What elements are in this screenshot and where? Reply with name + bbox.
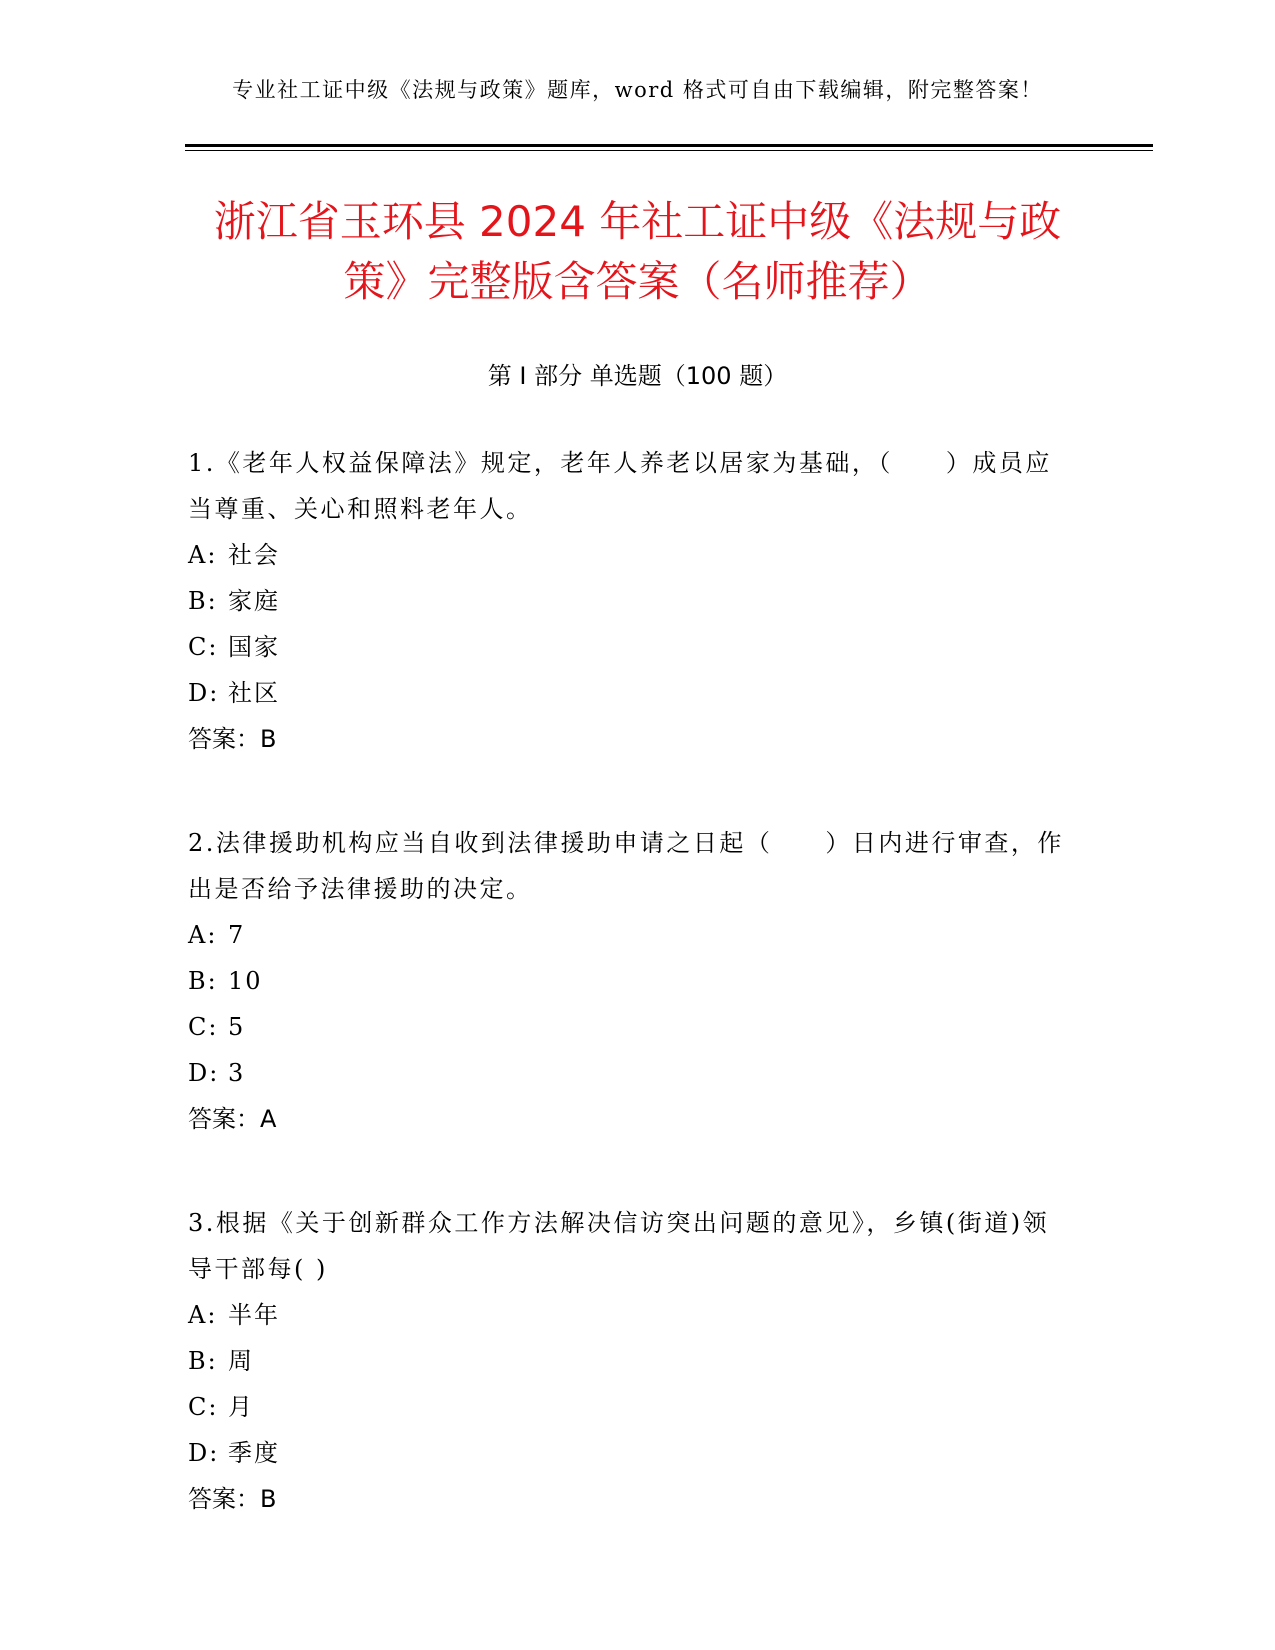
header-divider-thick [185,144,1153,147]
option-key: B: [188,967,218,995]
option-key: D: [188,679,220,707]
document-title [160,192,1115,312]
question-list [188,440,1068,1580]
option-a [188,1292,1068,1338]
option-b [188,1338,1068,1384]
question-text: 2.法律援助机构应当自收到法律援助申请之日起（ ）日内进行审查，作出是否给予法律援助的决定。 [188,829,1064,903]
option-key: C: [188,1013,219,1041]
question-3 [188,1200,1068,1522]
option-b [188,578,1068,624]
header-divider-thin [185,150,1153,151]
option-d [188,1050,1068,1096]
option-d [188,670,1068,716]
option-key: B: [188,587,218,615]
document-title-line-2: 策》完整版含答案（名师推荐） [343,257,932,306]
option-key: A: [188,1301,218,1329]
option-value: 周 [228,1347,254,1375]
header-note: 专业社工证中级《法规与政策》题库，word 格式可自由下载编辑，附完整答案！ [232,78,1043,102]
option-c [188,1384,1068,1430]
option-key: A: [188,541,218,569]
option-a [188,912,1068,958]
option-key: B: [188,1347,218,1375]
option-key: C: [188,633,219,661]
option-value: 半年 [228,1301,280,1329]
option-a [188,532,1068,578]
section-title: 第 I 部分 单选题（100 题） [487,362,788,390]
option-c [188,624,1068,670]
option-value: 社会 [228,541,280,569]
option-value: 10 [228,967,263,995]
option-value: 5 [228,1013,246,1041]
option-value: 7 [228,921,246,949]
question-text: 3.根据《关于创新群众工作方法解决信访突出问题的意见》，乡镇(街道)领导干部每( ) [188,1209,1050,1283]
option-key: A: [188,921,218,949]
question-2 [188,820,1068,1142]
answer-line: 答案：B [188,1485,277,1513]
option-c [188,1004,1068,1050]
option-value: 3 [228,1059,246,1087]
option-value: 社区 [228,679,280,707]
question-1 [188,440,1068,762]
option-key: C: [188,1393,219,1421]
header-divider [185,144,1153,152]
option-d [188,1430,1068,1476]
option-value: 月 [228,1393,254,1421]
document-title-line-1: 浙江省玉环县 2024 年社工证中级《法规与政 [213,197,1062,246]
question-text: 1.《老年人权益保障法》规定，老年人养老以居家为基础，（ ）成员应当尊重、关心和照料老年人。 [188,449,1052,523]
option-b [188,958,1068,1004]
answer-line: 答案：B [188,725,277,753]
option-value: 季度 [228,1439,280,1467]
option-value: 国家 [228,633,280,661]
option-value: 家庭 [228,587,280,615]
answer-line: 答案：A [188,1105,277,1133]
option-key: D: [188,1059,220,1087]
option-key: D: [188,1439,220,1467]
